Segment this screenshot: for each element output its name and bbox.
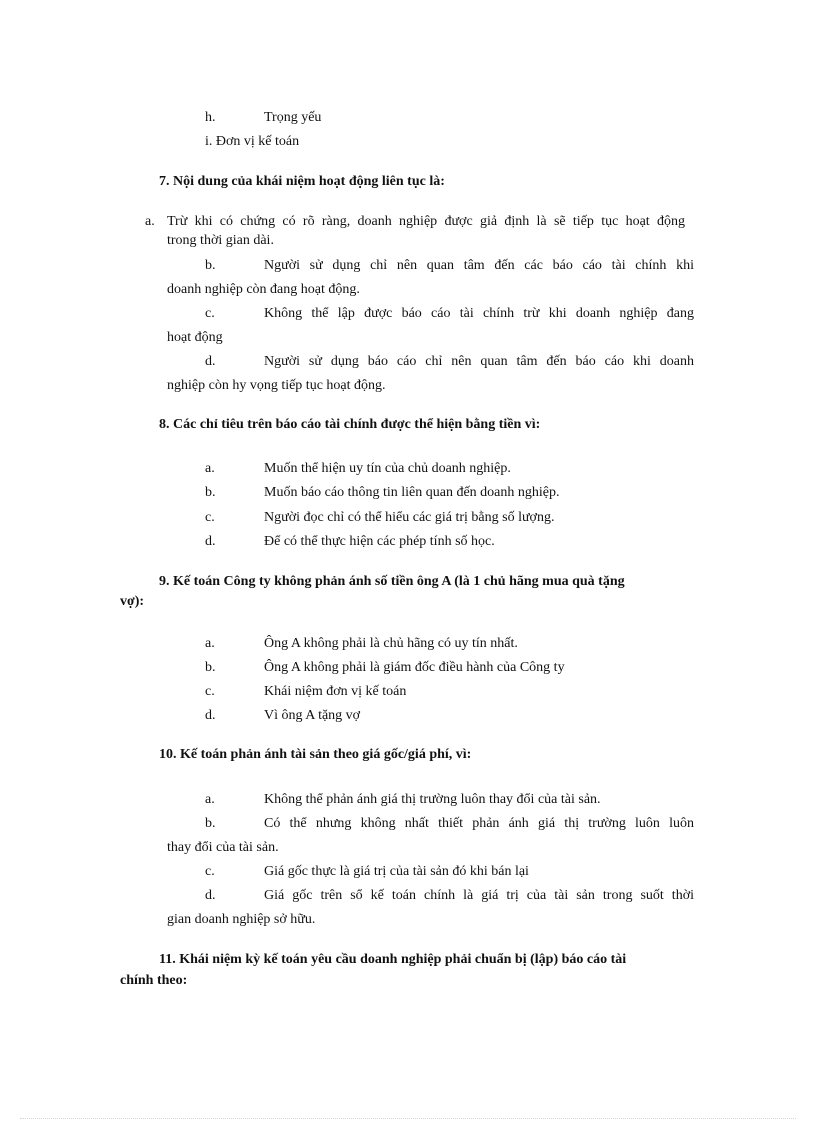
q8-option-b-letter: b. bbox=[205, 485, 216, 500]
q7-option-d-line2: nghiệp còn hy vọng tiếp tục hoạt động. bbox=[167, 378, 386, 393]
q7-option-b-line2: doanh nghiệp còn đang hoạt động. bbox=[167, 282, 360, 297]
q10-option-b-line2: thay đổi của tài sản. bbox=[167, 840, 279, 855]
q7-option-d-line1: Người sử dụng báo cáo chỉ nên quan tâm đến báo cáo khi doanh bbox=[264, 354, 694, 369]
question-9-title-line1: 9. Kế toán Công ty không phản ánh số tiền ông A (là 1 chủ hãng mua quà tặng bbox=[159, 574, 625, 589]
q10-option-b-letter: b. bbox=[205, 816, 216, 831]
q9-option-b-text: Ông A không phải là giám đốc điều hành của Công ty bbox=[264, 660, 565, 675]
question-9-title-line2: vợ): bbox=[120, 594, 145, 609]
q7-option-c-line2: hoạt động bbox=[167, 330, 223, 345]
q8-option-a-text: Muốn thể hiện uy tín của chủ doanh nghiệp. bbox=[264, 461, 511, 476]
q9-option-d-text: Vì ông A tặng vợ bbox=[264, 708, 361, 723]
q9-option-b-letter: b. bbox=[205, 660, 216, 675]
question-11-title-line2: chính theo: bbox=[120, 973, 188, 988]
question-10-title: 10. Kế toán phản ánh tài sản theo giá gốc/giá phí, vì: bbox=[159, 747, 472, 762]
q9-option-c-letter: c. bbox=[205, 684, 215, 699]
question-11-title-line1: 11. Khái niệm kỳ kế toán yêu cầu doanh nghiệp phải chuẩn bị (lập) báo cáo tài bbox=[159, 952, 627, 967]
question-7-title: 7. Nội dung của khái niệm hoạt động liên tục là: bbox=[159, 174, 445, 189]
q8-option-d-text: Để có thể thực hiện các phép tính số học. bbox=[264, 534, 495, 549]
q8-option-d-letter: d. bbox=[205, 534, 216, 549]
q7-option-d-letter: d. bbox=[205, 354, 216, 369]
q9-option-a-text: Ông A không phải là chủ hãng có uy tín nhất. bbox=[264, 636, 518, 651]
q8-option-c-text: Người đọc chỉ có thể hiểu các giá trị bằng số lượng. bbox=[264, 510, 555, 525]
q10-option-b-line1: Có thể nhưng không nhất thiết phản ánh giá thị trường luôn luôn bbox=[264, 816, 694, 831]
q10-option-d-line1: Giá gốc trên sổ kế toán chính là giá trị của tài sản trong suốt thời bbox=[264, 888, 694, 903]
q7-option-c-line1: Không thể lập được báo cáo tài chính trừ khi doanh nghiệp đang bbox=[264, 306, 694, 321]
q10-option-a-text: Không thể phản ánh giá thị trường luôn thay đổi của tài sản. bbox=[264, 792, 601, 807]
q7-option-a-line1: Trừ khi có chứng có rõ ràng, doanh nghiệp được giả định là sẽ tiếp tục hoạt động bbox=[167, 214, 685, 229]
q10-option-a-letter: a. bbox=[205, 792, 215, 807]
q8-option-c-letter: c. bbox=[205, 510, 215, 525]
option-letter: h. bbox=[205, 110, 216, 125]
q9-option-d-letter: d. bbox=[205, 708, 216, 723]
q7-option-a-line2: trong thời gian dài. bbox=[167, 233, 274, 248]
question-8-title: 8. Các chỉ tiêu trên báo cáo tài chính được thể hiện bằng tiền vì: bbox=[159, 417, 541, 432]
q9-option-c-text: Khái niệm đơn vị kế toán bbox=[264, 684, 407, 699]
option-i: i. Đơn vị kế toán bbox=[205, 134, 300, 149]
q10-option-d-letter: d. bbox=[205, 888, 216, 903]
option-h bbox=[205, 109, 216, 127]
q7-option-a-letter: a. bbox=[145, 214, 155, 229]
q9-option-a-letter: a. bbox=[205, 636, 215, 651]
q7-option-c-letter: c. bbox=[205, 306, 215, 321]
q10-option-d-line2: gian doanh nghiệp sở hữu. bbox=[167, 912, 316, 927]
option-h-text: Trọng yếu bbox=[264, 110, 322, 125]
q8-option-b-text: Muốn báo cáo thông tin liên quan đến doanh nghiệp. bbox=[264, 485, 560, 500]
q10-option-c-letter: c. bbox=[205, 864, 215, 879]
q7-option-b-line1: Người sử dụng chỉ nên quan tâm đến các báo cáo tài chính khi bbox=[264, 258, 694, 273]
page-bottom-rule bbox=[20, 1118, 796, 1119]
q7-option-b-letter: b. bbox=[205, 258, 216, 273]
q10-option-c-text: Giá gốc thực là giá trị của tài sản đó khi bán lại bbox=[264, 864, 529, 879]
q8-option-a-letter: a. bbox=[205, 461, 215, 476]
